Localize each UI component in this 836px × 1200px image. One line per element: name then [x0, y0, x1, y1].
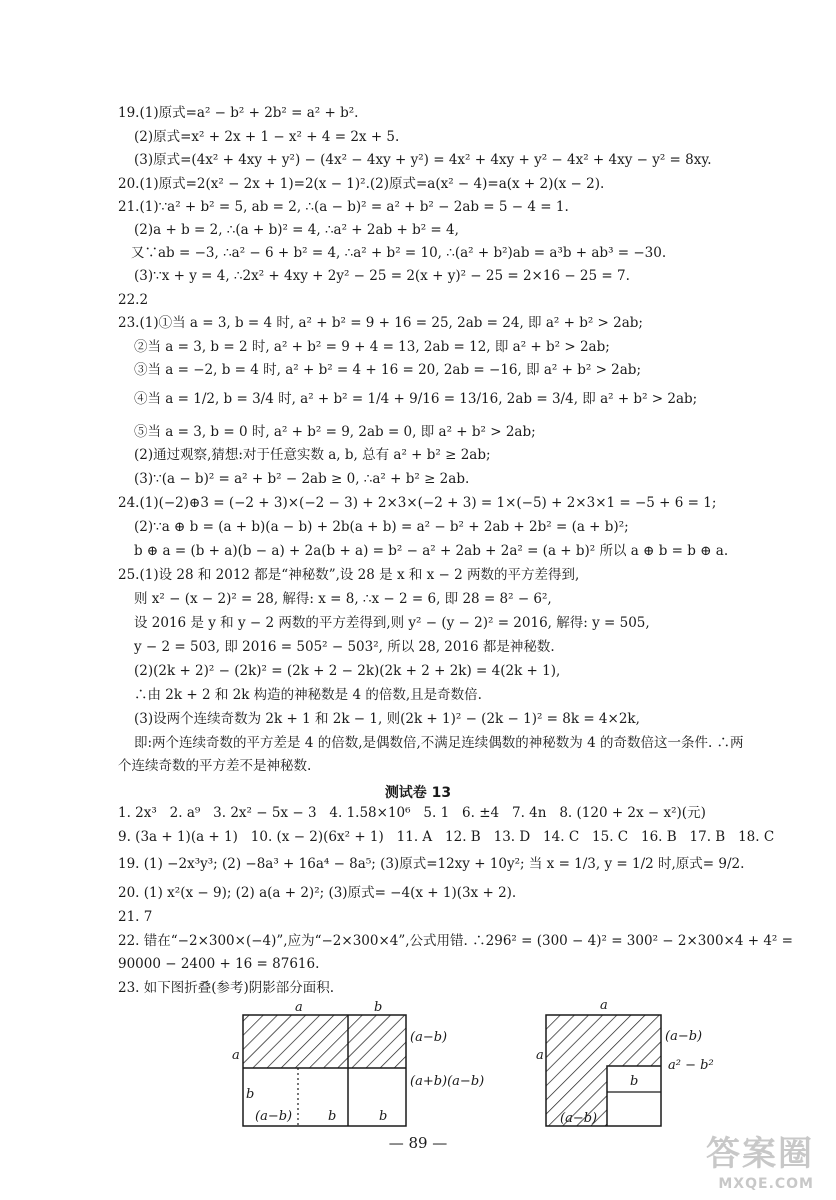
- answers-9-18: 9. (3a + 1)(a + 1) 10. (x − 2)(6x² + 1) 11. A 12. B 13. D 14. C 15. C 16. B 17. B 18. C: [118, 829, 775, 845]
- answer-25-1b: 则 x² − (x − 2)² = 28, 解得: x = 8, ∴x − 2 = 6, 即 28 = 8² − 6²,: [134, 591, 552, 607]
- answers-1-8: 1. 2x³ 2. a⁹ 3. 2x² − 5x − 3 4. 1.58×10⁶ 5. 1 6. ±4 7. 4n 8. (120 + 2x − x²)(元): [118, 805, 706, 821]
- watermark-logo: [672, 1124, 822, 1194]
- watermark-text: 答案圈: [706, 1134, 814, 1174]
- answer-23b: 23. 如下图折叠(参考)阴影部分面积.: [118, 980, 335, 996]
- answer-20: 20.(1)原式=2(x² − 2x + 1)=2(x − 1)².(2)原式=a(x² − 4)=a(x + 2)(x − 2).: [118, 176, 605, 192]
- left-hatched-region: [243, 1015, 406, 1068]
- right-inner-b: b: [630, 1074, 639, 1089]
- left-bottom-b2: b: [379, 1109, 388, 1124]
- answer-21-2: (2)a + b = 2, ∴(a + b)² = 4, ∴a² + 2ab + b² = 4,: [134, 222, 459, 238]
- answer-21-3: (3)∵x + y = 4, ∴2x² + 4xy + 2y² − 25 = 2(x + y)² − 25 = 2×16 − 25 = 7.: [134, 268, 630, 284]
- answer-23-1b: ②当 a = 3, b = 2 时, a² + b² = 9 + 4 = 13, 2ab = 12, 即 a² + b² > 2ab;: [134, 339, 610, 355]
- left-top-b: b: [374, 1000, 383, 1015]
- answer-21b: 21. 7: [118, 909, 153, 925]
- right-right-amb: (a−b): [665, 1029, 703, 1044]
- answer-19-3: (3)原式=(4x² + 4xy + y²) − (4x² − 4xy + y²) = 4x² + 4xy + y² − 4x² + 4xy − y² = 8xy.: [134, 152, 712, 168]
- answer-25-1: 25.(1)设 28 和 2012 都是“神秘数”,设 28 是 x 和 x − 2 两数的平方差得到,: [118, 567, 580, 583]
- answer-22b: 22. 错在“−2×300×(−4)”,应为“−2×300×4”,公式用错. ∴296² = (300 − 4)² = 300² − 2×300×4 + 4² =: [118, 933, 793, 949]
- answer-25-3c: 个连续奇数的平方差不是神秘数.: [118, 758, 312, 774]
- left-bottom-b1: b: [328, 1109, 337, 1124]
- right-top-a: a: [600, 998, 608, 1013]
- answer-25-1d: y − 2 = 503, 即 2016 = 505² − 503², 所以 28, 2016 都是神秘数.: [134, 639, 555, 655]
- answer-24-1: 24.(1)(−2)⊕3 = (−2 + 3)×(−2 − 3) + 2×3×(−2 + 3) = 1×(−5) + 2×3×1 = −5 + 6 = 1;: [118, 495, 717, 511]
- answer-23-1: 23.(1)①当 a = 3, b = 4 时, a² + b² = 9 + 16 = 25, 2ab = 24, 即 a² + b² > 2ab;: [118, 315, 643, 331]
- right-right-diff: a² − b²: [668, 1058, 714, 1073]
- answer-25-1c: 设 2016 是 y 和 y − 2 两数的平方差得到,则 y² − (y − 2)² = 2016, 解得: y = 505,: [134, 615, 650, 631]
- right-bottom-amb: (a−b): [560, 1111, 598, 1126]
- right-side-a: a: [536, 1048, 544, 1063]
- answer-23-1c: ③当 a = −2, b = 4 时, a² + b² = 4 + 16 = 20, 2ab = −16, 即 a² + b² > 2ab;: [134, 362, 642, 378]
- section-heading: 测试卷 13: [384, 785, 452, 801]
- answer-25-3b: 即:两个连续奇数的平方差是 4 的倍数,是偶数倍,不满足连续偶数的神秘数为 4 的奇数倍这一条件. ∴两: [134, 735, 744, 751]
- answer-25-2b: ∴由 2k + 2 和 2k 构造的神秘数是 4 的倍数,且是奇数倍.: [134, 687, 482, 703]
- answer-19: 19. (1) −2x³y³; (2) −8a³ + 16a⁴ − 8a⁵; (3)原式=12xy + 10y²; 当 x = 1/3, y = 1/2 时,原式= 9/2.: [118, 856, 745, 872]
- left-bottom-amb: (a−b): [255, 1109, 293, 1124]
- answer-22: 22.2: [118, 292, 149, 308]
- right-figure: [536, 998, 714, 1126]
- left-side-a: a: [232, 1048, 240, 1063]
- answer-20b: 20. (1) x²(x − 9); (2) a(a + 2)²; (3)原式= −4(x + 1)(3x + 2).: [118, 885, 517, 901]
- watermark-url: MXQE.COM: [718, 1176, 814, 1192]
- answer-19-2: (2)原式=x² + 2x + 1 − x² + 4 = 2x + 5.: [134, 129, 400, 145]
- right-hatched-region: [546, 1015, 661, 1126]
- answer-22b-cont: 90000 − 2400 + 16 = 87616.: [118, 956, 320, 972]
- answer-24-2: (2)∵a ⊕ b = (a + b)(a − b) + 2b(a + b) = a² − b² + 2ab + 2b² = (a + b)²;: [134, 519, 629, 535]
- answer-25-3: (3)设两个连续奇数为 2k + 1 和 2k − 1, 则(2k + 1)² − (2k − 1)² = 8k = 4×2k,: [134, 711, 640, 727]
- left-figure: [232, 1000, 484, 1126]
- answer-21-2b: 又∵ab = −3, ∴a² − 6 + b² = 4, ∴a² + b² = 10, ∴(a² + b²)ab = a³b + ab³ = −30.: [131, 245, 667, 261]
- left-side-b: b: [246, 1087, 255, 1102]
- page-number: — 89 —: [388, 1134, 448, 1152]
- left-right-amb: (a−b): [410, 1030, 448, 1045]
- answer-23-1d: ④当 a = 1/2, b = 3/4 时, a² + b² = 1/4 + 9/16 = 13/16, 2ab = 3/4, 即 a² + b² > 2ab;: [134, 391, 698, 407]
- left-right-product: (a+b)(a−b): [410, 1074, 485, 1089]
- left-top-a: a: [295, 1000, 303, 1015]
- answer-25-2: (2)(2k + 2)² − (2k)² = (2k + 2 − 2k)(2k + 2 + 2k) = 4(2k + 1),: [134, 663, 561, 679]
- answer-24-2b: b ⊕ a = (b + a)(b − a) + 2a(b + a) = b² − a² + 2ab + 2a² = (a + b)² 所以 a ⊕ b = b ⊕ a.: [134, 543, 729, 559]
- answer-19-1: 19.(1)原式=a² − b² + 2b² = a² + b².: [118, 105, 359, 121]
- answer-23-1e: ⑤当 a = 3, b = 0 时, a² + b² = 9, 2ab = 0, 即 a² + b² > 2ab;: [134, 424, 536, 440]
- answer-23-3: (3)∵(a − b)² = a² + b² − 2ab ≥ 0, ∴a² + b² ≥ 2ab.: [134, 471, 470, 487]
- answer-23-2: (2)通过观察,猜想:对于任意实数 a, b, 总有 a² + b² ≥ 2ab;: [134, 447, 491, 463]
- answer-21-1: 21.(1)∵a² + b² = 5, ab = 2, ∴(a − b)² = a² + b² − 2ab = 5 − 4 = 1.: [118, 199, 569, 215]
